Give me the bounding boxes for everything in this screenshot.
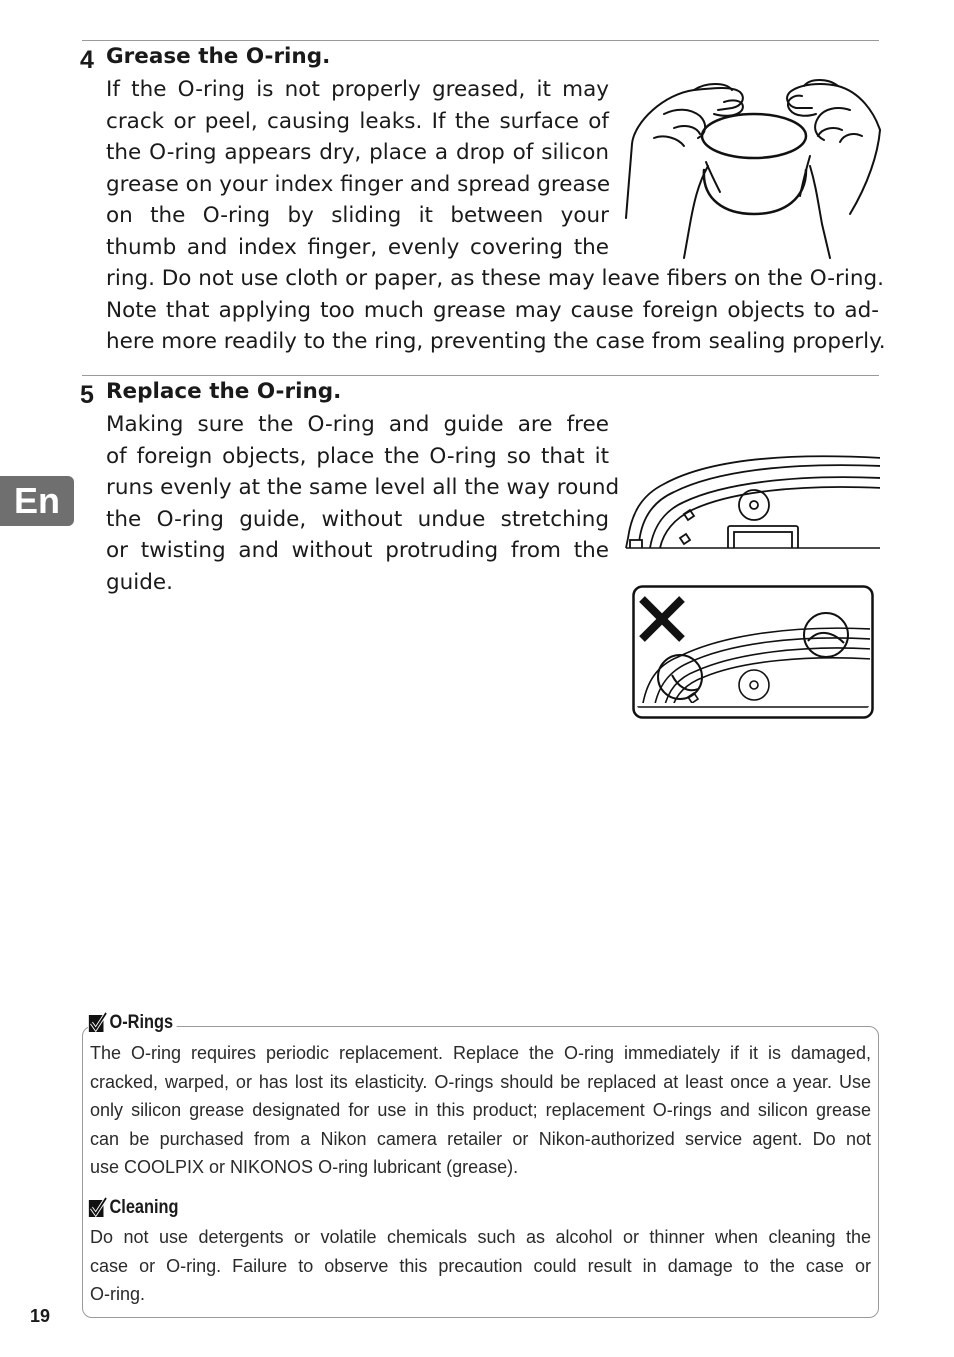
greasing-hands-illustration	[624, 74, 882, 260]
note-heading-orings	[88, 1012, 176, 1034]
note-text-line: O-ring.	[90, 1284, 146, 1304]
step-text-line: ring. Do not use cloth or paper, as these may leave fibers on the O-ring.	[106, 266, 884, 291]
step-text-line: guide.	[106, 569, 173, 595]
step-text-line: the O-ring appears dry, place a drop of silicon	[106, 140, 609, 165]
step-text-line: the O-ring guide, without undue stretching	[106, 506, 609, 532]
step-text-line: grease on your index finger and spread grease	[106, 171, 611, 197]
section-divider	[82, 375, 879, 376]
step-text-line: crack or peel, causing leaks. If the surface of	[106, 108, 609, 134]
step-text-line: or twisting and without protruding from the	[106, 538, 609, 563]
note-title: Cleaning	[109, 1197, 179, 1218]
section-divider	[82, 40, 879, 41]
step-text-line: If the O-ring is not properly greased, it may	[106, 77, 609, 102]
oring-incorrect-illustration	[632, 585, 874, 719]
note-text-line: can be purchased from a Nikon camera retailer or Nikon-authorized service agent. Do not	[90, 1128, 871, 1149]
step-text-line: on the O-ring by sliding it between your	[106, 203, 609, 228]
step-text-line: Note that applying too much grease may cause foreign objects to ad-	[106, 297, 879, 323]
step-text-line: runs evenly at the same level all the way round	[106, 475, 620, 500]
note-text-line: case or O-ring. Failure to observe this precaution could result in damage to the case or	[90, 1255, 871, 1276]
language-tab-en: En	[0, 476, 74, 526]
check-note-icon	[88, 1197, 107, 1219]
note-title: O-Rings	[109, 1012, 174, 1033]
note-text-line: The O-ring requires periodic replacement. Replace the O-ring immediately if it is damaged,	[90, 1043, 871, 1063]
step-title: Replace the O-ring.	[106, 379, 342, 404]
note-text-line: Do not use detergents or volatile chemicals such as alcohol or thinner when cleaning the	[90, 1227, 871, 1247]
note-text-line: cracked, warped, or has lost its elasticity. O-rings should be replaced at least once a year. Use	[90, 1071, 871, 1092]
step-text-line: of foreign objects, place the O-ring so that it	[106, 443, 609, 469]
step-text-line: Making sure the O-ring and guide are free	[106, 412, 609, 437]
oring-correct-illustration	[624, 450, 882, 550]
step-text-line: thumb and index finger, evenly covering the	[106, 234, 609, 260]
page-number: 19	[30, 1306, 51, 1326]
check-note-icon	[88, 1012, 107, 1034]
note-text-line: only silicon grease designated for use in this product; replacement O-rings and silicon grease	[90, 1100, 871, 1120]
step-number: 5	[80, 381, 94, 409]
note-heading-cleaning	[88, 1197, 182, 1219]
step-number: 4	[80, 46, 94, 74]
step-title: Grease the O-ring.	[106, 44, 331, 69]
step-text-line: here more readily to the ring, preventing the case from sealing properly.	[106, 329, 886, 354]
note-text-line: use COOLPIX or NIKONOS O-ring lubricant (grease).	[90, 1157, 519, 1177]
